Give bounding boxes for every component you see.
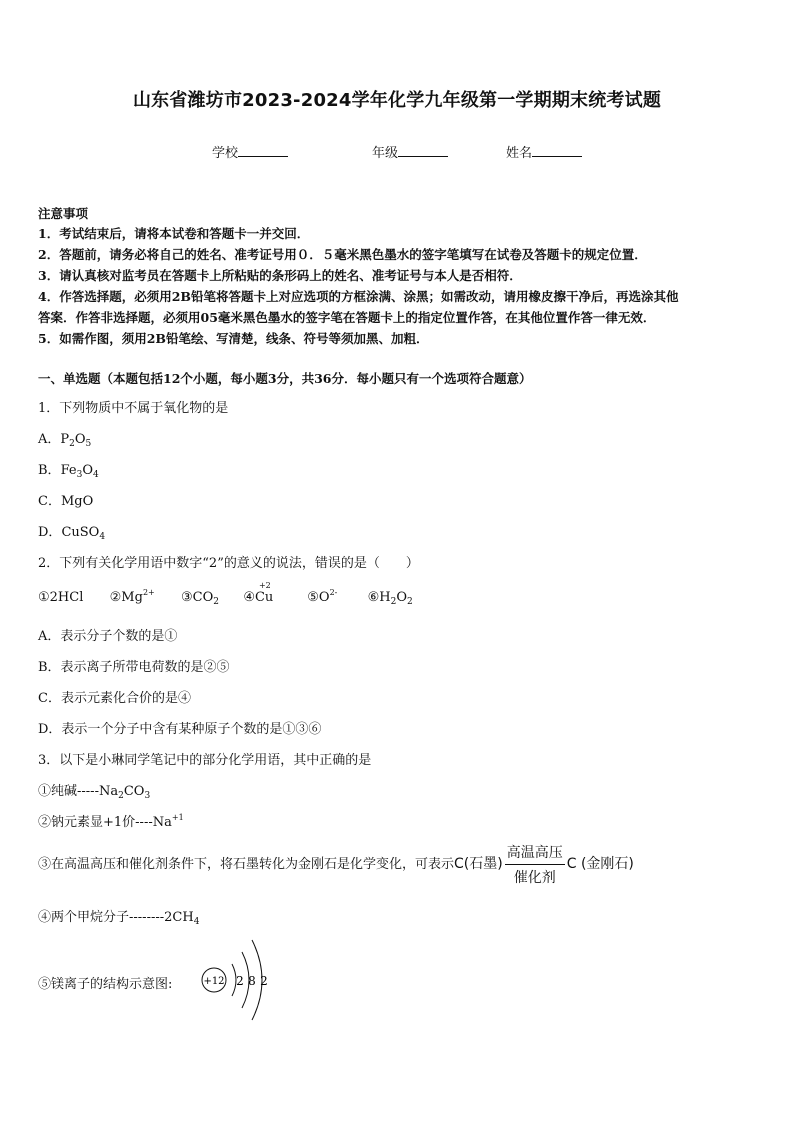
q2-item-4: ④ +2 Cu: [243, 581, 274, 605]
q1-option-c[interactable]: C．MgO: [38, 494, 94, 509]
nucleus-charge: +12: [203, 976, 225, 987]
school-label: 学校: [212, 146, 239, 161]
q3-stem: 3．以下是小琳同学笔记中的部分化学用语，其中正确的是: [38, 753, 372, 768]
note-item-2: 2．答题前，请务必将自己的姓名、准考证号用０．５毫米黑色墨水的签字笔填写在试卷及答题卡的规定位置．: [38, 247, 647, 262]
name-field: [506, 142, 582, 161]
q2-item-6: $⑥H_2O_2$: [367, 590, 413, 607]
school-field: [212, 142, 288, 161]
section-heading: 一、单选题（本题包括12个小题，每小题3分，共36分．每小题只有一个选项符合题意）: [38, 371, 532, 386]
q2-option-b[interactable]: B．表示离子所带电荷数的是②⑤: [38, 660, 230, 675]
grade-label: 年级: [372, 146, 399, 161]
q3-statement-3: ③在高温高压和催化剂条件下，将石墨转化为金刚石是化学变化，可表示C(石墨) $\frac{\text{高温高压}}{\text{催化剂}}$ C (金刚石): [38, 842, 634, 887]
name-blank[interactable]: [532, 144, 582, 157]
q1-option-d[interactable]: D．CuSO$_4$: [38, 525, 106, 542]
school-blank[interactable]: [238, 144, 288, 157]
shell-electrons-3: 2: [260, 974, 268, 988]
note-item-4: 4．作答选择题，必须用2B铅笔将答题卡上对应选项的方框涂满、涂黑；如需改动，请用橡皮擦干净后，再选涂其他: [38, 289, 679, 304]
shell-electrons-1: 2: [236, 974, 244, 988]
grade-blank[interactable]: [398, 144, 448, 157]
q2-items: [38, 581, 413, 607]
q2-item-5: $⑤O^{2-}$: [307, 588, 338, 605]
name-label: 姓名: [506, 146, 533, 161]
note-item-5: 5．如需作图，须用2B铅笔绘、写清楚，线条、符号等须加黑、加粗．: [38, 331, 429, 346]
note-item-3: 3．请认真核对监考员在答题卡上所粘贴的条形码上的姓名、准考证号与本人是否相符．: [38, 268, 522, 283]
q3-statement-2: ②钠元素显+1价$----Na^{+1}$: [38, 813, 184, 830]
q2-item-1: ①2HCl: [38, 590, 84, 605]
q2-option-c[interactable]: C．表示元素化合价的是④: [38, 691, 191, 706]
q2-item-2: $②Mg^{2+}$: [109, 588, 155, 605]
q3-statement-1: ①纯碱$-----Na_2CO_3$: [38, 784, 151, 801]
page-title: 山东省潍坊市2023-2024学年化学九年级第一学期期末统考试题: [132, 90, 662, 111]
shell-electrons-2: 8: [248, 974, 256, 988]
q2-option-d[interactable]: D．表示一个分子中含有某种原子个数的是①③⑥: [38, 722, 322, 737]
q3-statement-4: ④两个甲烷分子$--------2CH_4$: [38, 910, 200, 927]
notes-heading: 注意事项: [38, 206, 89, 221]
q1-stem: 1．下列物质中不属于氧化物的是: [38, 401, 229, 416]
reaction-condition: $\frac{\text{高温高压}}{\text{催化剂}}$: [505, 842, 565, 887]
q2-item-3: $③CO_2$: [181, 590, 220, 607]
q1-option-b[interactable]: B．$Fe_3O_4$: [38, 463, 99, 480]
mg-ion-structure-diagram: [196, 930, 276, 1030]
grade-field: [372, 142, 448, 161]
note-item-4-cont: 答案．作答非选择题，必须用05毫米黑色墨水的签字笔在答题卡上的指定位置作答，在其他位置作答一律无效．: [38, 310, 656, 325]
note-item-1: 1．考试结束后，请将本试卷和答题卡一并交回．: [38, 226, 310, 241]
q3-statement-5: ⑤镁离子的结构示意图:: [38, 977, 173, 992]
q1-option-a[interactable]: A．$P_2O_5$: [38, 432, 92, 449]
q2-stem: 2．下列有关化学用语中数字“2”的意义的说法，错误的是（ ）: [38, 556, 419, 571]
q2-option-a[interactable]: A．表示分子个数的是①: [38, 629, 178, 644]
